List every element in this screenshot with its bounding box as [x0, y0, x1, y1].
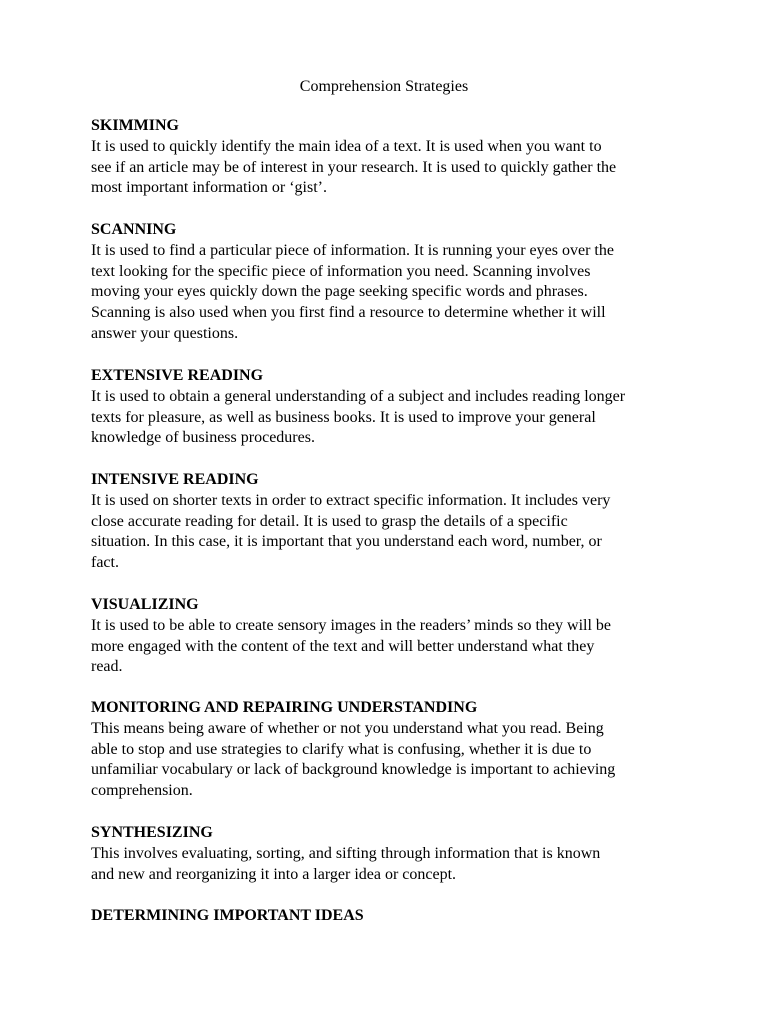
section-body-line: It is used to find a particular piece of information. It is running your eyes over the	[91, 241, 614, 259]
section-body-line: more engaged with the content of the text and will better understand what they	[91, 637, 595, 655]
section-body-line: knowledge of business procedures.	[91, 429, 315, 447]
section-heading: DETERMINING IMPORTANT IDEAS	[91, 907, 364, 924]
section-body-line: and new and reorganizing it into a larger idea or concept.	[91, 865, 457, 883]
section-body-line: see if an article may be of interest in your research. It is used to quickly gather the	[91, 158, 617, 176]
section-body-line: situation. In this case, it is important that you understand each word, number, or	[91, 533, 602, 551]
section-body-line: comprehension.	[91, 782, 193, 800]
section-heading: VISUALIZING	[91, 596, 199, 613]
section-heading: SCANNING	[91, 221, 177, 238]
section-determining-important-ideas	[91, 906, 691, 927]
section-synthesizing	[91, 823, 691, 885]
section-skimming	[91, 116, 691, 199]
section-body-line: close accurate reading for detail. It is used to grasp the details of a specific	[91, 512, 568, 530]
section-body-line: It is used to quickly identify the main idea of a text. It is used when you want to	[91, 137, 602, 155]
section-body-line: unfamiliar vocabulary or lack of background knowledge is important to achieving	[91, 761, 616, 779]
section-scanning	[91, 220, 691, 345]
document-title: Comprehension Strategies	[299, 78, 469, 95]
section-body-line: fact.	[91, 554, 119, 572]
section-body-line: This means being aware of whether or not you understand what you read. Being	[91, 719, 604, 737]
section-body-line: most important information or ‘gist’.	[91, 179, 327, 197]
section-body-line: moving your eyes quickly down the page seeking specific words and phrases.	[91, 283, 588, 301]
section-intensive-reading	[91, 470, 691, 574]
section-monitoring-and-repairing	[91, 698, 691, 802]
section-visualizing	[91, 595, 691, 678]
section-extensive-reading	[91, 366, 691, 449]
section-body-line: able to stop and use strategies to clarify what is confusing, whether it is due to	[91, 740, 592, 758]
section-body-line: Scanning is also used when you first find a resource to determine whether it will	[91, 304, 606, 322]
section-heading: SYNTHESIZING	[91, 824, 213, 841]
section-heading: EXTENSIVE READING	[91, 367, 264, 384]
section-body-line: texts for pleasure, as well as business books. It is used to improve your general	[91, 408, 596, 426]
section-body-line: It is used to obtain a general understanding of a subject and includes reading longer	[91, 387, 626, 405]
section-body-line: text looking for the specific piece of information you need. Scanning involves	[91, 262, 591, 280]
section-heading: SKIMMING	[91, 117, 179, 134]
section-body-line: read.	[91, 658, 123, 676]
section-body-line: It is used to be able to create sensory images in the readers’ minds so they will be	[91, 616, 611, 634]
section-heading: INTENSIVE READING	[91, 471, 259, 488]
section-body-line: This involves evaluating, sorting, and sifting through information that is known	[91, 844, 601, 862]
section-body-line: answer your questions.	[91, 324, 239, 342]
section-heading: MONITORING AND REPAIRING UNDERSTANDING	[91, 699, 478, 716]
section-body-line: It is used on shorter texts in order to extract specific information. It includes very	[91, 491, 611, 509]
